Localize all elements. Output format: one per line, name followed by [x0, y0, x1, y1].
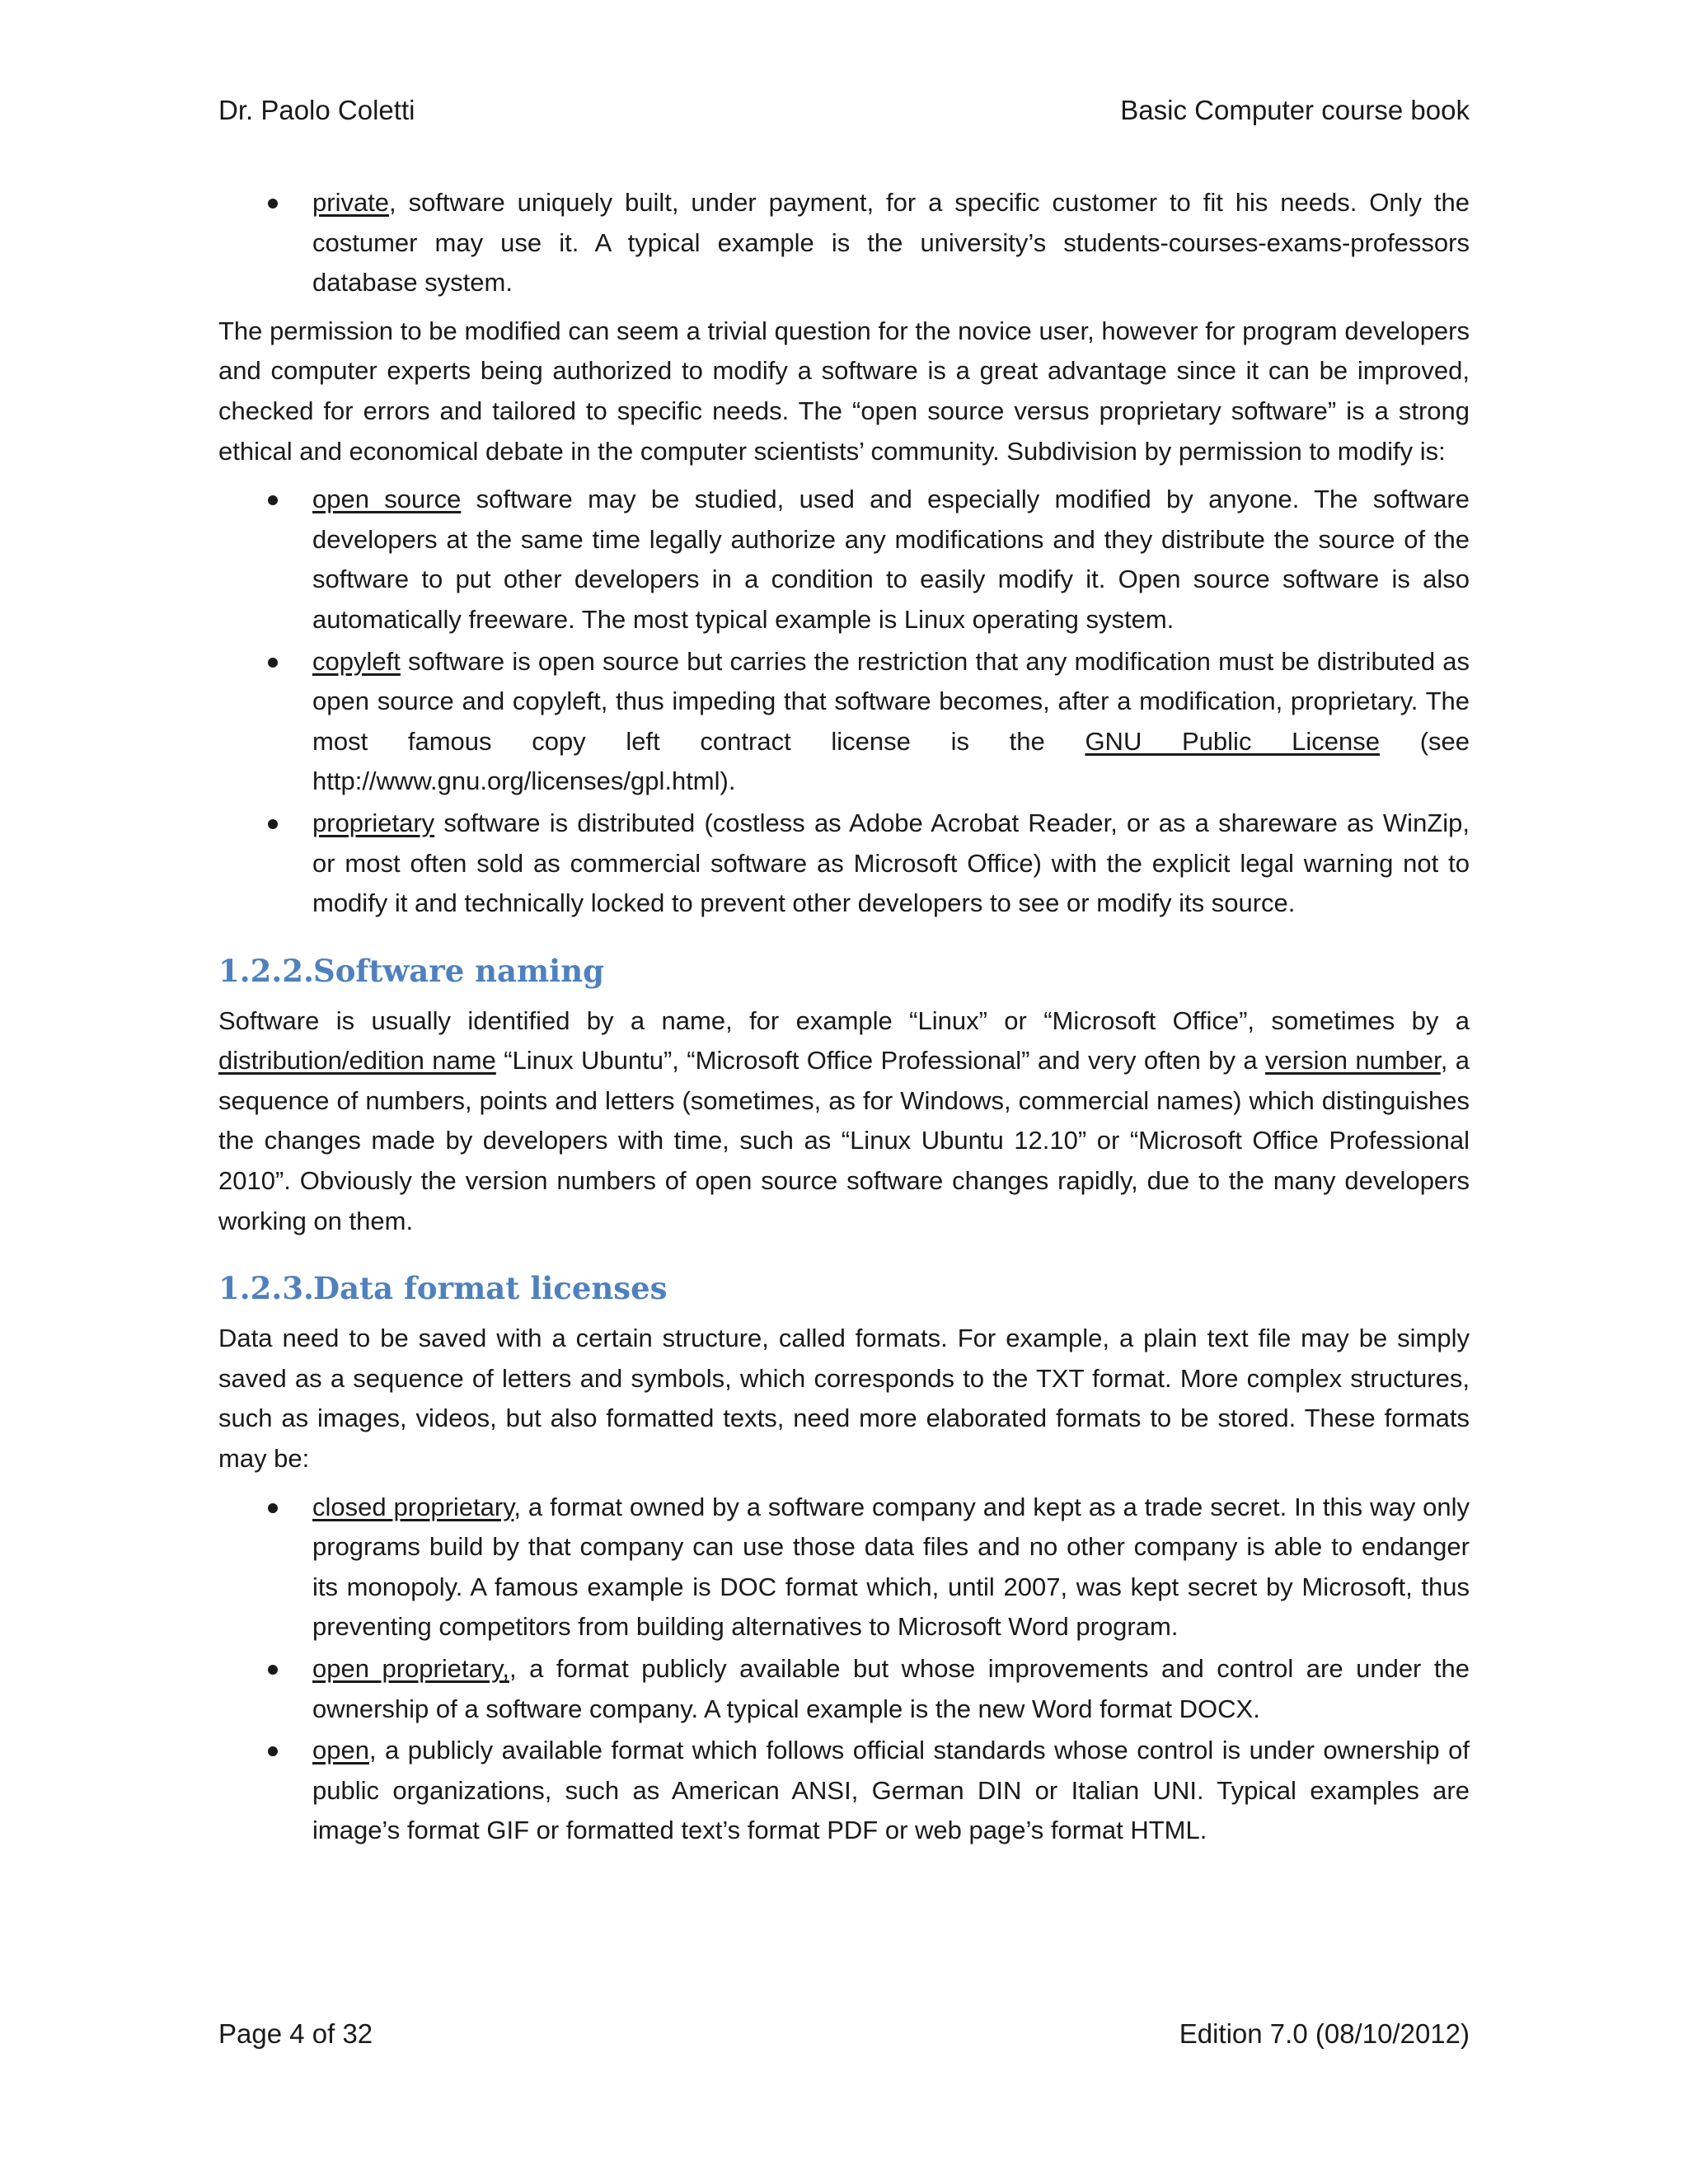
page-footer	[218, 2016, 1470, 2052]
list-item-text: software is distributed (costless as Adobe Acrobat Reader, or as a shareware as WinZip, or most often sold as commercial software as Microsoft Office) with the explicit legal warning not to modify it and technically locked to prevent other developers to see or modify its source.	[312, 808, 1470, 918]
bullet-list-modify	[218, 480, 1470, 924]
bullet-list-formats	[218, 1488, 1470, 1851]
list-item-open-source	[218, 480, 1470, 640]
term-private: private	[312, 188, 390, 217]
term-proprietary: proprietary	[312, 808, 435, 837]
bullet-icon	[268, 495, 278, 505]
footer-edition: Edition 7.0 (08/10/2012)	[1179, 2018, 1470, 2049]
list-item-text: , a format owned by a software company and kept as a trade secret. In this way only programs build by that company can use those data files and no other company is able to endanger its monopoly. A famous example is DOC format which, until 2007, was kept secret by Microsoft, thus preventing competitors from building alternatives to Microsoft Word program.	[312, 1492, 1470, 1642]
term-closed-proprietary: closed proprietary	[312, 1492, 514, 1521]
paragraph-software-naming	[218, 1001, 1470, 1242]
paragraph-text: Software is usually identified by a name, for example “Linux” or “Microsoft Office”, sometimes by a	[218, 1005, 1470, 1035]
header-author: Dr. Paolo Coletti	[218, 95, 415, 125]
list-item-private	[218, 183, 1470, 303]
list-item-closed-proprietary	[218, 1488, 1470, 1647]
bullet-icon	[268, 1503, 278, 1513]
list-item-text: software may be studied, used and especially modified by anyone. The software developers at the same time legally authorize any modifications and they distribute the source of the software to put other developers in a condition to easily modify it. Open source software is also automatically freeware. The most typical example is Linux operating system.	[312, 485, 1470, 634]
list-item-open	[218, 1731, 1470, 1851]
term-open-proprietary: open proprietary,	[312, 1654, 509, 1683]
bullet-icon	[268, 1746, 278, 1756]
bullet-list-distribution	[218, 183, 1470, 303]
list-item-open-proprietary	[218, 1649, 1470, 1729]
section-number: 1.2.3.	[218, 1270, 314, 1307]
bullet-icon	[268, 819, 278, 829]
bullet-icon	[268, 658, 278, 668]
page-content	[218, 183, 1470, 1859]
term-distribution-edition-name: distribution/edition name	[218, 1046, 496, 1076]
term-copyleft: copyleft	[312, 646, 401, 676]
list-item-text: , software uniquely built, under payment, for a specific customer to fit his needs. Only the costumer may use it. A typical example is the university’s students-courses-exams-professors database system.	[312, 188, 1470, 298]
header-book-title: Basic Computer course book	[1120, 95, 1470, 125]
bullet-icon	[268, 199, 278, 209]
term-open: open	[312, 1736, 369, 1765]
footer-page-number: Page 4 of 32	[218, 2018, 373, 2049]
section-heading-data-format-licenses	[218, 1268, 1470, 1309]
section-title: Data format licenses	[313, 1270, 668, 1307]
list-item-text: , a publicly available format which follows official standards whose control is under ownership of public organizations, such as American ANSI, German DIN or Italian UNI. Typical examples are image’s format GIF or formatted text’s format PDF or web page’s format HTML.	[312, 1736, 1470, 1845]
list-item-proprietary	[218, 804, 1470, 924]
page-header	[218, 92, 1470, 129]
gnu-license-link: GNU Public License	[1085, 726, 1380, 756]
paragraph-formats-intro: Data need to be saved with a certain structure, called formats. For example, a plain text file may be simply saved as a sequence of letters and symbols, which corresponds to the TXT format. More complex structures, such as images, videos, but also formatted texts, need more elaborated formats to be stored. These formats may be:	[218, 1324, 1470, 1474]
list-item-text: , a format publicly available but whose improvements and control are under the ownership of a software company. A typical example is the new Word format DOCX.	[312, 1654, 1470, 1723]
list-item-text: software is open source but carries the restriction that any modification must be distributed as open source and copyleft, thus impeding that software becomes, after a modification, proprietary. The most famous copy left contract license is the	[312, 646, 1470, 756]
section-heading-software-naming	[218, 950, 1470, 991]
section-number: 1.2.2.	[218, 952, 314, 989]
paragraph-text: , a sequence of numbers, points and letters (sometimes, as for Windows, commercial names) which distinguishes the changes made by developers with time, such as “Linux Ubuntu 12.10” or “Microsoft Office Professional 2010”. Obviously the version numbers of open source software changes rapidly, due to the many developers working on them.	[218, 1046, 1470, 1235]
section-title: Software naming	[313, 952, 604, 989]
term-version-number: version number	[1265, 1046, 1441, 1076]
list-item-copyleft	[218, 642, 1470, 802]
paragraph-permission: The permission to be modified can seem a trivial question for the novice user, however for program developers and computer experts being authorized to modify a software is a great advantage since it can be improved, checked for errors and tailored to specific needs. The “open source versus proprietary software” is a strong ethical and economical debate in the computer scientists’ community. Subdivision by permission to modify is:	[218, 316, 1470, 466]
bullet-icon	[268, 1665, 278, 1675]
term-open-source: open source	[312, 485, 462, 514]
paragraph-text: “Linux Ubuntu”, “Microsoft Office Professional” and very often by a	[495, 1046, 1266, 1076]
list-item-text: (see http://www.gnu.org/licenses/gpl.html).	[312, 726, 1470, 796]
